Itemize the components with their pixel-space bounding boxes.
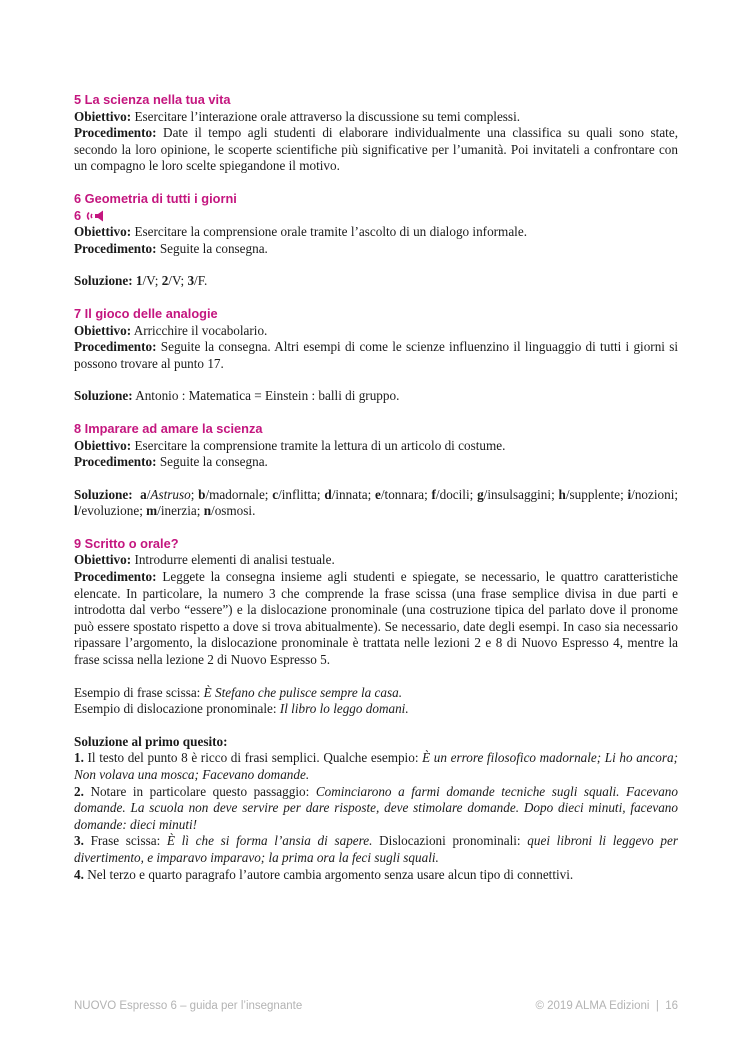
- sol-letter: i: [627, 486, 632, 502]
- sol-value: insulsaggini: [487, 486, 552, 502]
- procedimento-text: Seguite la consegna.: [156, 454, 268, 470]
- sol-value: innata: [335, 486, 368, 502]
- audio-speaker-icon: [84, 209, 106, 223]
- section-9: [74, 536, 678, 883]
- item-number: 3.: [74, 833, 84, 849]
- sol-letter: h: [558, 486, 566, 502]
- esempio-dislocazione: [74, 701, 678, 718]
- obiettivo-label: Obiettivo:: [74, 224, 132, 240]
- procedimento-text: Date il tempo agli studenti di elaborare individualmente una classifica su quali sono state, secondo la loro opinione, le scoperte scientifiche più significative per l’umanità. Poi invitateli a confrontare con un compagno le loro scelte spiegandone il motivo.: [74, 125, 678, 174]
- procedimento-label: Procedimento:: [74, 454, 157, 470]
- sol-separator: ;: [424, 486, 432, 502]
- section-6-procedimento: [74, 241, 678, 258]
- sol-separator: ;: [139, 503, 147, 519]
- section-8-procedimento: [74, 454, 678, 471]
- sol-value: nozioni: [634, 486, 675, 502]
- section-8-title: 8 Imparare ad amare la scienza: [74, 420, 263, 436]
- sol-letter: c: [272, 486, 279, 502]
- sol-separator: .: [252, 503, 256, 519]
- soluzione-label: Soluzione:: [74, 486, 133, 502]
- item-quote: È lì che si forma l’ansia di sapere.: [166, 833, 373, 849]
- sol-value: /V;: [168, 273, 188, 289]
- procedimento-label: Procedimento:: [74, 240, 157, 256]
- sol-separator: ;: [469, 486, 478, 502]
- sol-separator: ;: [620, 486, 628, 502]
- sol-value: /V;: [142, 273, 162, 289]
- soluzione-item-3: [74, 833, 678, 866]
- section-7-procedimento: [74, 339, 678, 372]
- item-number: 1.: [74, 750, 84, 766]
- soluzione-label: Soluzione:: [74, 273, 133, 289]
- sol-value: docili: [439, 486, 470, 502]
- sol-letter: g: [477, 486, 484, 502]
- sol-separator: ;: [264, 486, 273, 502]
- obiettivo-text: Esercitare la comprensione tramite la lettura di un articolo di costume.: [131, 437, 506, 453]
- procedimento-label: Procedimento:: [74, 339, 157, 355]
- esempio-frase-scissa: [74, 685, 678, 702]
- procedimento-text: Seguite la consegna. Altri esempi di come le scienze influenzino il linguaggio di tutti i giorni si possono trovare al punto 17.: [74, 339, 678, 371]
- obiettivo-label: Obiettivo:: [74, 108, 132, 124]
- sol-letter: a: [140, 486, 147, 502]
- sol-number: 2: [161, 273, 169, 289]
- soluzione-item-4: [74, 867, 678, 884]
- procedimento-text: Seguite la consegna.: [156, 240, 268, 256]
- section-6-soluzione: [74, 273, 678, 290]
- sol-value: evoluzione: [81, 503, 140, 519]
- sol-value: Astruso: [150, 486, 191, 502]
- item-number: 4.: [74, 866, 84, 882]
- sol-letter: b: [198, 486, 206, 502]
- obiettivo-text: Introdurre elementi di analisi testuale.: [131, 552, 335, 568]
- procedimento-label: Procedimento:: [74, 569, 157, 585]
- sol-value: inerzia: [160, 503, 197, 519]
- item-number: 2.: [74, 783, 84, 799]
- item-quote: quei libroni li leggevo per divertimento, e imparavo imparavo; la prima ora la feci sugli squali.: [74, 833, 679, 865]
- section-5: [74, 92, 678, 175]
- esempio-text: È Stefano che pulisce sempre la casa.: [203, 684, 403, 700]
- section-8-soluzione: Soluzione: a/Astruso; b/madornale; c/inflitta; d/innata; e/tonnara; f/docili; g/insulsaggini; h/supplente; i/nozioni; l/evoluzione; m/inerzia; n/osmosi.: [74, 486, 679, 519]
- sol-letter: e: [375, 486, 381, 502]
- section-7: [74, 306, 678, 405]
- footer-title: NUOVO Espresso 6 – guida per l’insegnante: [74, 1000, 303, 1012]
- section-7-obiettivo: [74, 323, 678, 340]
- section-6-obiettivo: [74, 224, 678, 241]
- audio-track[interactable]: [74, 208, 678, 225]
- soluzione-item-2: [74, 784, 678, 834]
- item-quote: Cominciarono a farmi domande tecniche sugli squali. Facevano domande. La scuola non deve servire per dare risposte, deve stimolare domande. Dopo dieci minuti, facevano domande: dieci minuti!: [74, 783, 678, 832]
- sol-separator: ;: [316, 486, 325, 502]
- sol-letter: m: [146, 503, 158, 519]
- procedimento-text: Leggete la consegna insieme agli studenti e spiegate, se necessario, le quattro caratteristiche elencate. In particolare, la numero 3 che comprende la frase scissa (una frase semplice divisa in due parti e introdotta dal verbo “essere”) e la dislocazione pronominale (una costruzione tipica del parlato dove il pronome può essere spostato rispetto a dove si trova abitualmente). Se necessario, date degli esempi. In caso sia necessario ripassare l’argomento, la dislocazione pronominale è trattata nelle lezioni 2 e 8 di Nuovo Espresso 4, mentre la frase scissa nella lezione 2 di Nuovo Espresso 5.: [74, 569, 678, 668]
- sol-value: supplente: [569, 486, 621, 502]
- section-5-title: 5 La scienza nella tua vita: [74, 92, 231, 107]
- sol-letter: d: [324, 486, 332, 502]
- obiettivo-label: Obiettivo:: [74, 322, 132, 338]
- obiettivo-text: Esercitare la comprensione orale tramite l’ascolto di un dialogo informale.: [131, 224, 527, 240]
- obiettivo-label: Obiettivo:: [74, 552, 132, 568]
- esempio-label: Esempio di frase scissa:: [74, 684, 204, 700]
- sol-separator: ;: [367, 486, 376, 502]
- sol-separator: ;: [551, 486, 559, 502]
- sol-value: madornale: [209, 486, 265, 502]
- item-text: Nel terzo e quarto paragrafo l’autore cambia argomento senza usare alcun tipo di connettivi.: [83, 866, 574, 882]
- sol-separator: ;: [674, 486, 679, 502]
- section-5-obiettivo: [74, 109, 678, 126]
- page-footer: [74, 1000, 678, 1012]
- section-8: [74, 421, 678, 520]
- esempio-label: Esempio di dislocazione pronominale:: [74, 701, 280, 717]
- esempio-text: Il libro lo leggo domani.: [279, 701, 409, 717]
- sol-value: /F.: [194, 273, 208, 289]
- sol-separator: ;: [196, 503, 204, 519]
- section-9-title: 9 Scritto o orale?: [74, 535, 179, 551]
- sol-value: inflitta: [281, 486, 317, 502]
- item-text: Notare in particolare questo passaggio:: [83, 783, 316, 799]
- section-9-obiettivo: [74, 552, 678, 569]
- section-6: [74, 191, 678, 290]
- soluzione-label: Soluzione:: [74, 388, 133, 404]
- audio-track-number: 6: [74, 207, 82, 223]
- sol-letter: l: [74, 503, 78, 519]
- soluzione-primo-quesito-title: [74, 734, 678, 751]
- sol-letter: f: [431, 486, 436, 502]
- section-7-title: 7 Il gioco delle analogie: [74, 305, 218, 321]
- footer-copyright-page: © 2019 ALMA Edizioni | 16: [535, 1000, 678, 1012]
- soluzione-text: Antonio : Matematica = Einstein : balli di gruppo.: [132, 388, 400, 404]
- obiettivo-text: Arricchire il vocabolario.: [131, 322, 268, 338]
- section-5-procedimento: [74, 125, 678, 175]
- sol-separator: ;: [190, 486, 199, 502]
- soluzione-item-1: [74, 750, 678, 783]
- item-text: Il testo del punto 8 è ricco di frasi semplici. Qualche esempio:: [83, 750, 423, 766]
- procedimento-label: Procedimento:: [74, 125, 157, 141]
- sol-value: tonnara: [384, 486, 425, 502]
- section-6-title: 6 Geometria di tutti i giorni: [74, 190, 237, 206]
- item-quote: È un errore filosofico madornale; Li ho ancora; Non volava una mosca; Facevano domande.: [74, 750, 678, 782]
- sol-number: 3: [187, 273, 195, 289]
- sol-value: osmosi: [214, 503, 253, 519]
- sol-number: 1: [135, 273, 143, 289]
- soluzione-title: Soluzione al primo quesito:: [74, 733, 228, 749]
- page-content: [74, 92, 678, 883]
- section-7-soluzione: [74, 388, 678, 405]
- sol-letter: n: [203, 503, 212, 519]
- section-8-obiettivo: [74, 438, 678, 455]
- obiettivo-text: Esercitare l’interazione orale attraverso la discussione su temi complessi.: [131, 108, 521, 124]
- obiettivo-label: Obiettivo:: [74, 437, 132, 453]
- section-9-procedimento: [74, 569, 678, 669]
- item-text: Dislocazioni pronominali:: [372, 833, 528, 849]
- item-text: Frase scissa:: [83, 833, 167, 849]
